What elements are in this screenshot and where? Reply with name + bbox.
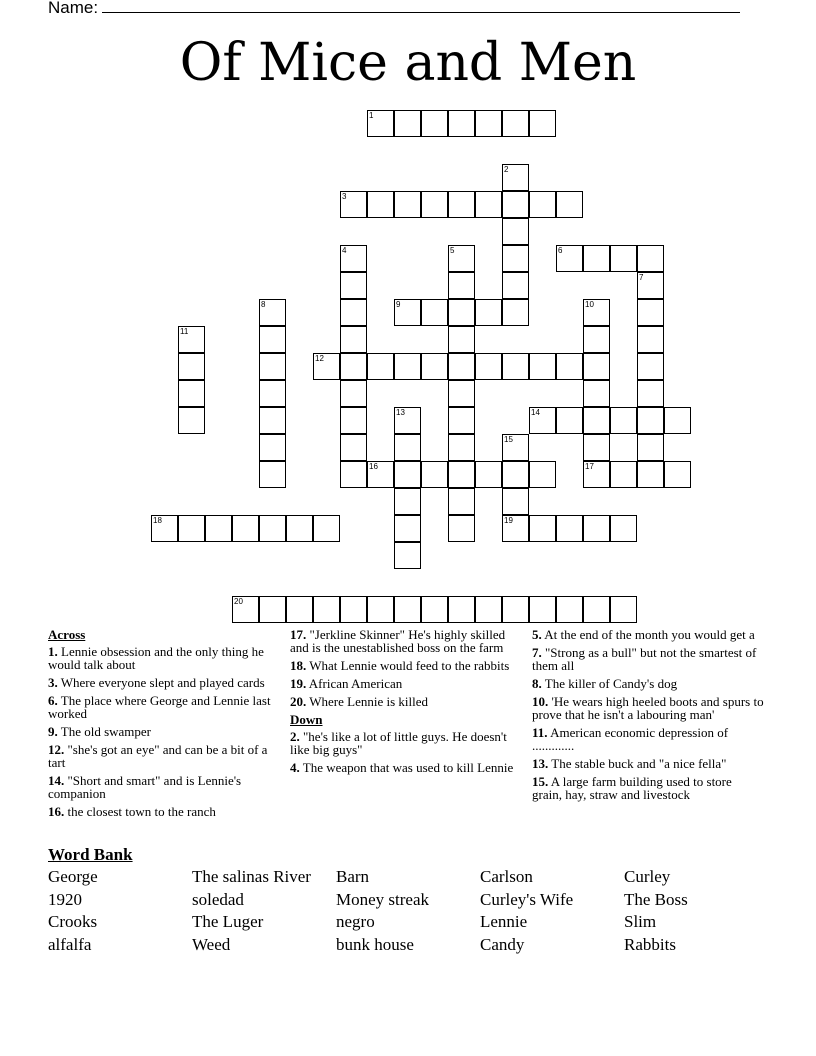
grid-cell[interactable] [448,407,475,434]
grid-cell[interactable] [637,407,664,434]
clue-number: 2. [290,729,300,744]
clue-item [290,677,526,690]
grid-cell[interactable] [178,407,205,434]
grid-cell[interactable] [259,326,286,353]
grid-cell[interactable] [313,515,340,542]
clue-number: 9. [48,724,58,739]
clue-number: 12. [48,742,65,757]
grid-cell[interactable] [340,245,367,272]
grid-cell[interactable] [367,353,394,380]
word-bank-item: Curley [624,867,671,886]
word-bank-item: The Boss [624,889,688,909]
grid-cell[interactable] [394,596,421,623]
grid-cell[interactable] [259,299,286,326]
name-label: Name: [48,0,99,17]
grid-cell[interactable] [259,434,286,461]
word-bank-item: Weed [192,934,231,954]
grid-cell[interactable] [502,164,529,191]
grid-cell[interactable] [340,380,367,407]
grid-cell[interactable] [151,515,178,542]
clue-number: 6. [48,693,58,708]
clue-number: 4. [290,760,300,775]
clue-number: 10. [532,694,549,709]
clue-number: 14 [531,408,540,417]
grid-cell[interactable] [502,596,529,623]
clue-text: The place where George and Lennie last worked [48,693,271,721]
down-heading: Down [290,712,323,727]
grid-cell[interactable] [340,461,367,488]
clue-number: 5 [450,246,455,255]
clue-number: 8 [261,300,266,309]
clues-column-3 [532,628,764,806]
grid-cell[interactable] [340,596,367,623]
grid-cell[interactable] [367,596,394,623]
grid-cell[interactable] [502,299,529,326]
clue-number: 4 [342,246,347,255]
grid-cell[interactable] [637,380,664,407]
clue-item [532,646,764,672]
grid-cell[interactable] [340,191,367,218]
grid-cell[interactable] [448,515,475,542]
clue-text: A large farm building used to store grain, hay, straw and livestock [532,774,732,802]
word-bank-item: Crooks [48,912,98,931]
clue-item [290,761,526,774]
clue-number: 11 [180,327,189,336]
grid-cell[interactable] [475,299,502,326]
grid-cell[interactable] [178,380,205,407]
clue-number: 19. [290,676,307,691]
clue-number: 7 [639,273,644,282]
grid-cell[interactable] [610,596,637,623]
grid-cell[interactable] [502,245,529,272]
grid-cell[interactable] [259,380,286,407]
clue-number: 7. [532,645,542,660]
grid-cell[interactable] [232,515,259,542]
word-bank-item: 1920 [48,889,82,909]
clue-item [48,645,276,671]
clue-text: the closest town to the ranch [64,804,216,819]
clue-item [290,695,526,708]
grid-cell[interactable] [610,515,637,542]
grid-cell[interactable] [502,434,529,461]
grid-cell[interactable] [556,353,583,380]
clue-item [48,676,276,689]
grid-cell[interactable] [637,245,664,272]
clue-number: 5. [532,627,542,642]
clue-item [48,774,276,800]
grid-cell[interactable] [448,272,475,299]
grid-cell[interactable] [502,515,529,542]
grid-cell[interactable] [502,110,529,137]
clue-number: 2 [504,165,509,174]
word-bank [48,866,768,956]
word-bank-item: alfalfa [48,934,92,954]
grid-cell[interactable] [556,407,583,434]
grid-cell[interactable] [583,461,610,488]
grid-cell[interactable] [610,407,637,434]
grid-cell[interactable] [475,353,502,380]
grid-cell[interactable] [448,326,475,353]
clue-number: 20 [234,597,243,606]
grid-cell[interactable] [448,191,475,218]
clue-number: 8. [532,676,542,691]
clue-text: The stable buck and "a nice fella" [548,756,727,771]
clue-number: 18. [290,658,307,673]
grid-cell[interactable] [529,353,556,380]
grid-cell[interactable] [610,461,637,488]
word-bank-item: Barn [336,867,370,886]
grid-cell[interactable] [421,353,448,380]
clue-number: 1. [48,644,58,659]
grid-cell[interactable] [637,326,664,353]
grid-cell[interactable] [340,299,367,326]
word-bank-item: Rabbits [624,934,676,954]
grid-cell[interactable] [475,596,502,623]
grid-cell[interactable] [421,461,448,488]
grid-cell[interactable] [421,191,448,218]
grid-cell[interactable] [367,461,394,488]
grid-cell[interactable] [529,110,556,137]
grid-cell[interactable] [637,353,664,380]
grid-cell[interactable] [583,326,610,353]
clues-column-1 [48,628,276,823]
word-bank-item: Slim [624,912,657,931]
clue-text: "he's like a lot of little guys. He doesn't like big guys" [290,729,507,757]
clue-text: "Strong as a bull" but not the smartest of them all [532,645,757,673]
clue-item [532,695,764,721]
grid-cell[interactable] [205,515,232,542]
grid-cell[interactable] [421,299,448,326]
grid-cell[interactable] [529,461,556,488]
clue-text: The killer of Candy's dog [541,676,678,691]
clue-text: Lennie obsession and the only thing he would talk about [48,644,264,672]
clue-number: 1 [369,111,374,120]
grid-cell[interactable] [529,515,556,542]
grid-cell[interactable] [583,596,610,623]
grid-cell[interactable] [448,461,475,488]
grid-cell[interactable] [448,488,475,515]
across-heading: Across [48,627,86,642]
clue-text: 'He wears high heeled boots and spurs to prove that he isn't a labouring man' [532,694,764,722]
grid-cell[interactable] [313,353,340,380]
clue-item [290,659,526,672]
grid-cell[interactable] [340,353,367,380]
clue-item [532,628,764,641]
clue-number: 3. [48,675,58,690]
clue-number: 15 [504,435,513,444]
clue-number: 19 [504,516,513,525]
word-bank-item: Money streak [336,889,430,909]
grid-cell[interactable] [502,191,529,218]
grid-cell[interactable] [502,461,529,488]
grid-cell[interactable] [610,245,637,272]
grid-cell[interactable] [502,218,529,245]
grid-cell[interactable] [583,407,610,434]
clues-column-2 [290,628,526,779]
clue-item [48,805,276,818]
grid-cell[interactable] [529,407,556,434]
clue-number: 18 [153,516,162,525]
grid-cell[interactable] [394,191,421,218]
clue-text: The weapon that was used to kill Lennie [299,760,514,775]
grid-cell[interactable] [637,461,664,488]
clue-item [532,726,764,752]
grid-cell[interactable] [448,299,475,326]
grid-cell[interactable] [475,461,502,488]
grid-cell[interactable] [394,407,421,434]
word-bank-item: negro [336,912,375,931]
grid-cell[interactable] [637,299,664,326]
clue-item [532,757,764,770]
grid-cell[interactable] [259,407,286,434]
word-bank-item: The salinas River [192,867,311,886]
grid-cell[interactable] [178,353,205,380]
grid-cell[interactable] [448,245,475,272]
grid-cell[interactable] [394,542,421,569]
grid-cell[interactable] [556,245,583,272]
clue-number: 17 [585,462,594,471]
grid-cell[interactable] [394,353,421,380]
clue-number: 9 [396,300,401,309]
grid-cell[interactable] [448,353,475,380]
clue-number: 17. [290,627,307,642]
clue-item [532,775,764,801]
grid-cell[interactable] [664,407,691,434]
clue-text: At the end of the month you would get a [541,627,755,642]
grid-cell[interactable] [394,110,421,137]
grid-cell[interactable] [313,596,340,623]
grid-cell[interactable] [394,488,421,515]
grid-cell[interactable] [502,353,529,380]
clue-item [48,694,276,720]
grid-cell[interactable] [556,515,583,542]
grid-cell[interactable] [421,110,448,137]
grid-cell[interactable] [340,272,367,299]
grid-cell[interactable] [583,299,610,326]
grid-cell[interactable] [286,596,313,623]
word-bank-item: Lennie [480,912,528,931]
grid-cell[interactable] [583,434,610,461]
clue-number: 13 [396,408,405,417]
word-bank-item: bunk house [336,934,414,954]
grid-cell[interactable] [178,326,205,353]
clue-item [290,628,526,654]
grid-cell[interactable] [583,515,610,542]
grid-cell[interactable] [583,380,610,407]
grid-cell[interactable] [286,515,313,542]
grid-cell[interactable] [664,461,691,488]
clue-item [532,677,764,690]
word-bank-title: Word Bank [48,845,133,864]
grid-cell[interactable] [367,191,394,218]
word-bank-item: The Luger [192,912,264,931]
clue-item [290,730,526,756]
clue-text: American economic depression of ............. [532,725,729,753]
clue-number: 16 [369,462,378,471]
clue-text: Where Lennie is killed [306,694,429,709]
clue-number: 12 [315,354,324,363]
grid-cell[interactable] [394,299,421,326]
clue-text: African American [306,676,403,691]
grid-cell[interactable] [475,110,502,137]
clue-text: "Jerkline Skinner" He's highly skilled and is the unestablished boss on the farm [290,627,506,655]
grid-cell[interactable] [583,245,610,272]
grid-cell[interactable] [340,326,367,353]
grid-cell[interactable] [259,515,286,542]
clue-number: 15. [532,774,549,789]
grid-cell[interactable] [340,434,367,461]
word-bank-item: Candy [480,934,525,954]
grid-cell[interactable] [448,596,475,623]
grid-cell[interactable] [259,353,286,380]
grid-cell[interactable] [421,596,448,623]
clue-number: 6 [558,246,563,255]
clue-text: "Short and smart" and is Lennie's companion [48,773,242,801]
grid-cell[interactable] [529,191,556,218]
grid-cell[interactable] [394,434,421,461]
clue-text: Where everyone slept and played cards [57,675,265,690]
clue-item [48,725,276,738]
clue-number: 14. [48,773,65,788]
grid-cell[interactable] [448,110,475,137]
grid-cell[interactable] [502,272,529,299]
grid-cell[interactable] [394,515,421,542]
grid-cell[interactable] [178,515,205,542]
grid-cell[interactable] [340,407,367,434]
grid-cell[interactable] [556,596,583,623]
grid-cell[interactable] [637,272,664,299]
grid-cell[interactable] [259,596,286,623]
word-bank-item: soledad [192,889,244,909]
word-bank-item: Curley's Wife [480,889,574,909]
word-bank-item: Carlson [480,867,533,886]
grid-cell[interactable] [448,434,475,461]
clue-number: 20. [290,694,307,709]
grid-cell[interactable] [556,191,583,218]
grid-cell[interactable] [529,596,556,623]
grid-cell[interactable] [502,488,529,515]
page-title: Of Mice and Men [179,33,637,93]
grid-cell[interactable] [637,434,664,461]
clue-item [48,743,276,769]
grid-cell[interactable] [475,191,502,218]
clue-number: 16. [48,804,65,819]
clue-text: The old swamper [57,724,152,739]
grid-cell[interactable] [232,596,259,623]
clue-text: "she's got an eye" and can be a bit of a tart [48,742,268,770]
grid-cell[interactable] [583,353,610,380]
grid-cell[interactable] [394,461,421,488]
grid-cell[interactable] [259,461,286,488]
clue-text: What Lennie would feed to the rabbits [306,658,510,673]
clue-number: 10 [585,300,594,309]
grid-cell[interactable] [367,110,394,137]
clue-number: 13. [532,756,549,771]
word-bank-item: George [48,867,98,886]
clue-number: 11. [532,725,548,740]
clue-number: 3 [342,192,347,201]
grid-cell[interactable] [448,380,475,407]
